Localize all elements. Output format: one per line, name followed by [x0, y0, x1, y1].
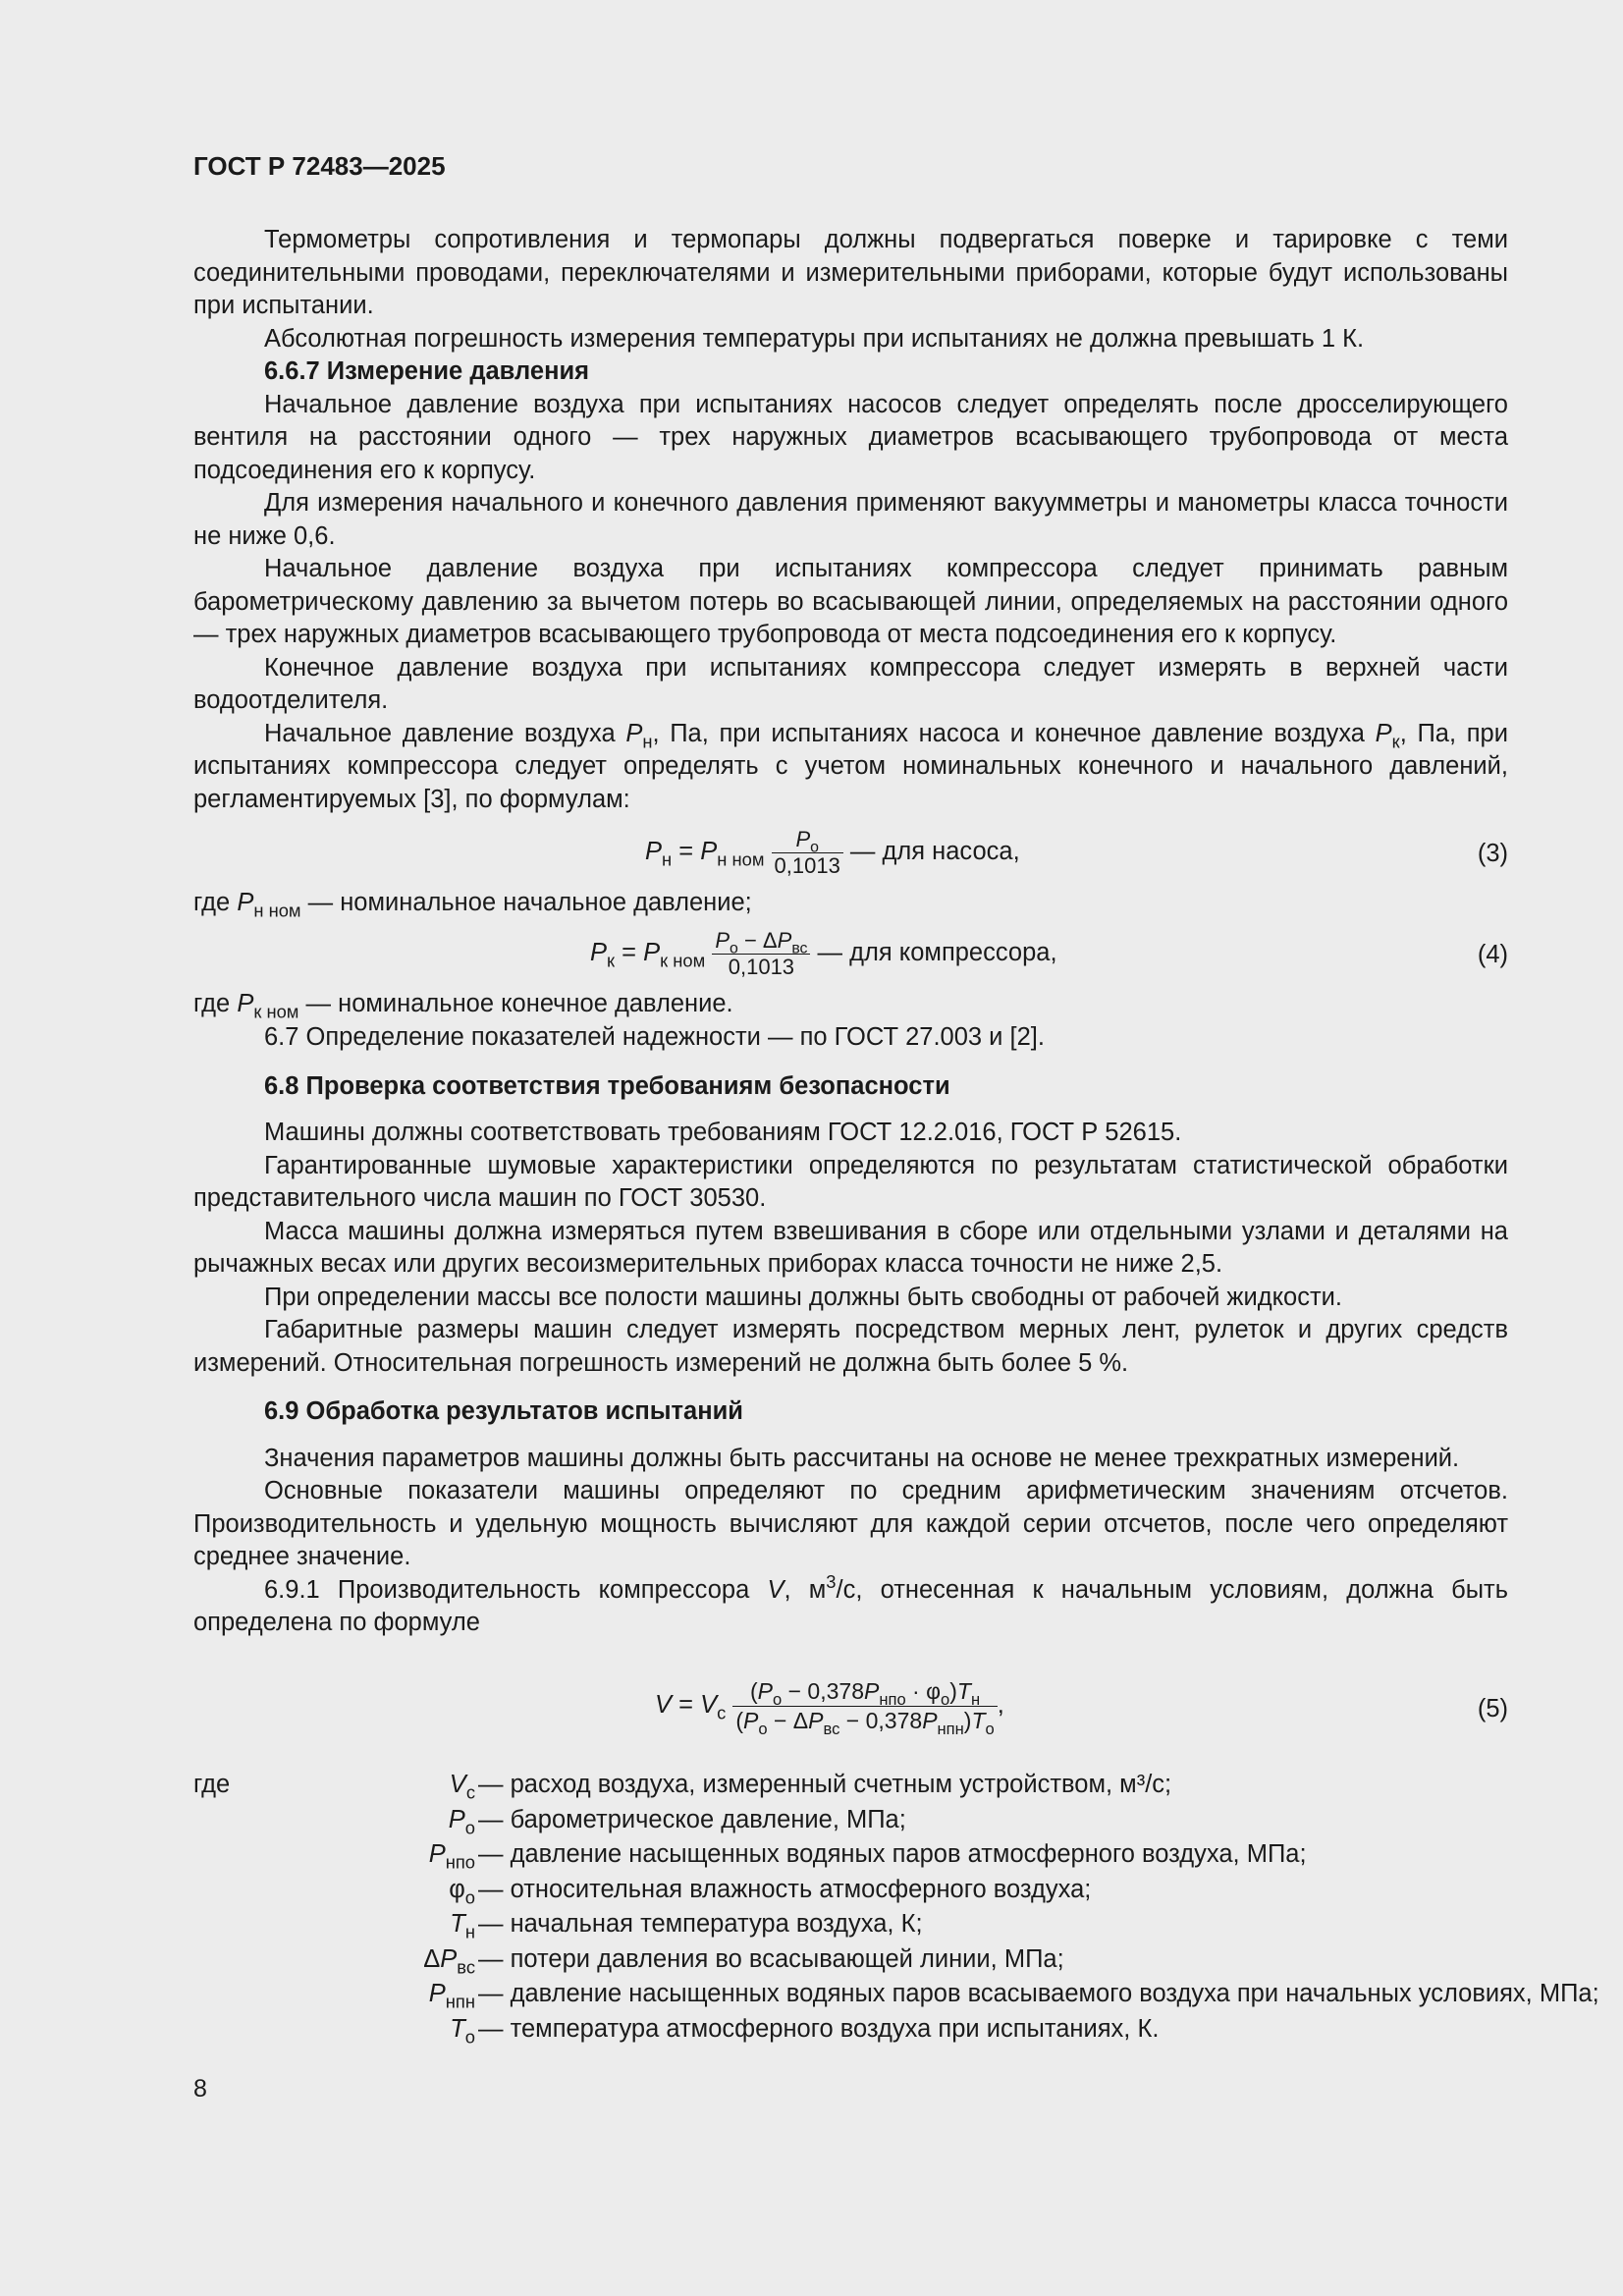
paragraph: Гарантированные шумовые характеристики определяются по результатам статистической обработки представительного числа машин по ГОСТ 30530.: [193, 1151, 1508, 1212]
equation-number: (4): [1477, 941, 1508, 968]
legend-row: $\Delta P_{вс}$ — потери давления во всасывающей линии, МПа;: [423, 1944, 1064, 1977]
paragraph: Термометры сопротивления и термопары должны подвергаться поверке и тарировке с теми соединительными проводами, переключателями и измерительными приборами, которые будут использованы при испытании.: [193, 226, 1508, 319]
fraction: $\frac{(P_о - 0,378P_{нпо} \cdot \varphi_о)T_н}{(P_о - \Delta P_{вс} - 0,378P_{нпн})T_о}$: [732, 1677, 997, 1735]
fraction: $\frac{P_о - \Delta P_{вс}}{0,1013}$: [712, 928, 810, 980]
paragraph: Габаритные размеры машин следует измерять посредством мерных лент, рулеток и других средств измерений. Относительная погрешность измерений не должна быть более 5 %.: [193, 1316, 1508, 1377]
section-heading-6-6-7: 6.6.7 Измерение давления: [264, 357, 590, 385]
equation-number: (5): [1477, 1695, 1508, 1722]
paragraph: 6.7 Определение показателей надежности — по ГОСТ 27.003 и [2].: [264, 1023, 1045, 1051]
legend-row: где $V_с$ — расход воздуха, измеренный счетным устройством, м³/с;: [193, 1771, 1172, 1803]
paragraph: 6.9.1 Производительность компрессора V, $м^3/с$, отнесенная к начальным условиям, должна быть определена по формуле: [193, 1570, 1509, 1636]
formula-3-where: где $P_{н ном}$ — номинальное начальное давление;: [193, 889, 752, 921]
legend-row: $P_{нпо}$ — давление насыщенных водяных паров атмосферного воздуха, МПа;: [428, 1840, 1307, 1873]
legend-row: $T_о$ — температура атмосферного воздуха при испытаниях, К.: [450, 2014, 1160, 2047]
formula-3: $P_н = P_{н ном}$ $\frac{P_о}{0,1013}$ — для насоса, (3): [645, 827, 1508, 878]
equation-number: (3): [1477, 840, 1508, 867]
paragraph: Конечное давление воздуха при испытаниях компрессора следует измерять в верхней части водоотделителя.: [193, 653, 1508, 714]
document-header: ГОСТ Р 72483—2025: [193, 151, 446, 181]
paragraph: Значения параметров машины должны быть рассчитаны на основе не менее трехкратных измерений.: [264, 1444, 1460, 1472]
text-block-1: [193, 224, 1508, 816]
legend-row: $\varphi_о$ — относительная влажность атмосферного воздуха;: [449, 1875, 1092, 1907]
formula-5: $V = V_с$ $\frac{(P_о - 0,378P_{нпо} \cdot \varphi_о)T_н}{(P_о - \Delta P_{вс} - 0,378P_{нпн})T_о}$ , (5): [655, 1678, 1508, 1738]
fraction: $\frac{P_о}{0,1013}$: [772, 827, 843, 879]
paragraph: Начальное давление воздуха при испытаниях насосов следует определять после дросселирующего вентиля на расстоянии одного — трех наружных диаметров всасывающего трубопровода от места подсоединения его к корпусу.: [193, 390, 1508, 484]
paragraph: Масса машины должна измеряться путем взвешивания в сборе или отдельными узлами и деталями на рычажных весах или других весоизмерительных приборах класса точности не ниже 2,5.: [193, 1217, 1508, 1278]
text-block-2: [193, 1021, 1508, 1640]
formula-4-where: где $P_{к ном}$ — номинальное конечное давление.: [193, 990, 733, 1022]
paragraph: Для измерения начального и конечного давления применяют вакуумметры и манометры класса точности не ниже 0,6.: [193, 489, 1508, 550]
legend-row: $P_о$ — барометрическое давление, МПа;: [448, 1805, 906, 1837]
legend-row: $P_{нпн}$ — давление насыщенных водяных паров всасываемого воздуха при начальных условиях, МПа;: [428, 1980, 1599, 2012]
paragraph: При определении массы все полости машины должны быть свободны от рабочей жидкости.: [264, 1283, 1342, 1311]
paragraph: Машины должны соответствовать требованиям ГОСТ 12.2.016, ГОСТ Р 52615.: [264, 1119, 1182, 1146]
paragraph: Начальное давление воздуха при испытаниях компрессора следует принимать равным барометрическому давлению за вычетом потерь во всасывающей линии, определяемых на расстоянии одного — трех наружных диаметров всасывающего трубопровода от места подсоединения его к корпусу.: [193, 555, 1508, 648]
paragraph: Абсолютная погрешность измерения температуры при испытаниях не должна превышать 1 К.: [264, 324, 1365, 353]
section-heading-6-8: 6.8 Проверка соответствия требованиям безопасности: [264, 1071, 950, 1100]
section-heading-6-9: 6.9 Обработка результатов испытаний: [264, 1397, 743, 1425]
formula-5-legend: [193, 1769, 1599, 2048]
formula-4: $P_к = P_{к ном}$ $\frac{P_о - \Delta P_{вс}}{0,1013}$ — для компрессора, (4): [590, 928, 1508, 979]
legend-row: $T_н$ — начальная температура воздуха, К;: [450, 1910, 923, 1942]
paragraph: Основные показатели машины определяют по средним арифметическим значениям отсчетов. Производительность и удельную мощность вычисляют для каждой серии отсчетов, после чего определяют среднее значение.: [193, 1477, 1508, 1570]
paragraph: Начальное давление воздуха $P_н$, Па, при испытаниях насоса и конечное давление воздуха $P_к$, Па, при испытаниях компрессора следует определять с учетом номинальных конечного и начального давлений, регламентируемых [3], по формулам:: [193, 719, 1508, 813]
page-number: 8: [193, 2075, 207, 2103]
